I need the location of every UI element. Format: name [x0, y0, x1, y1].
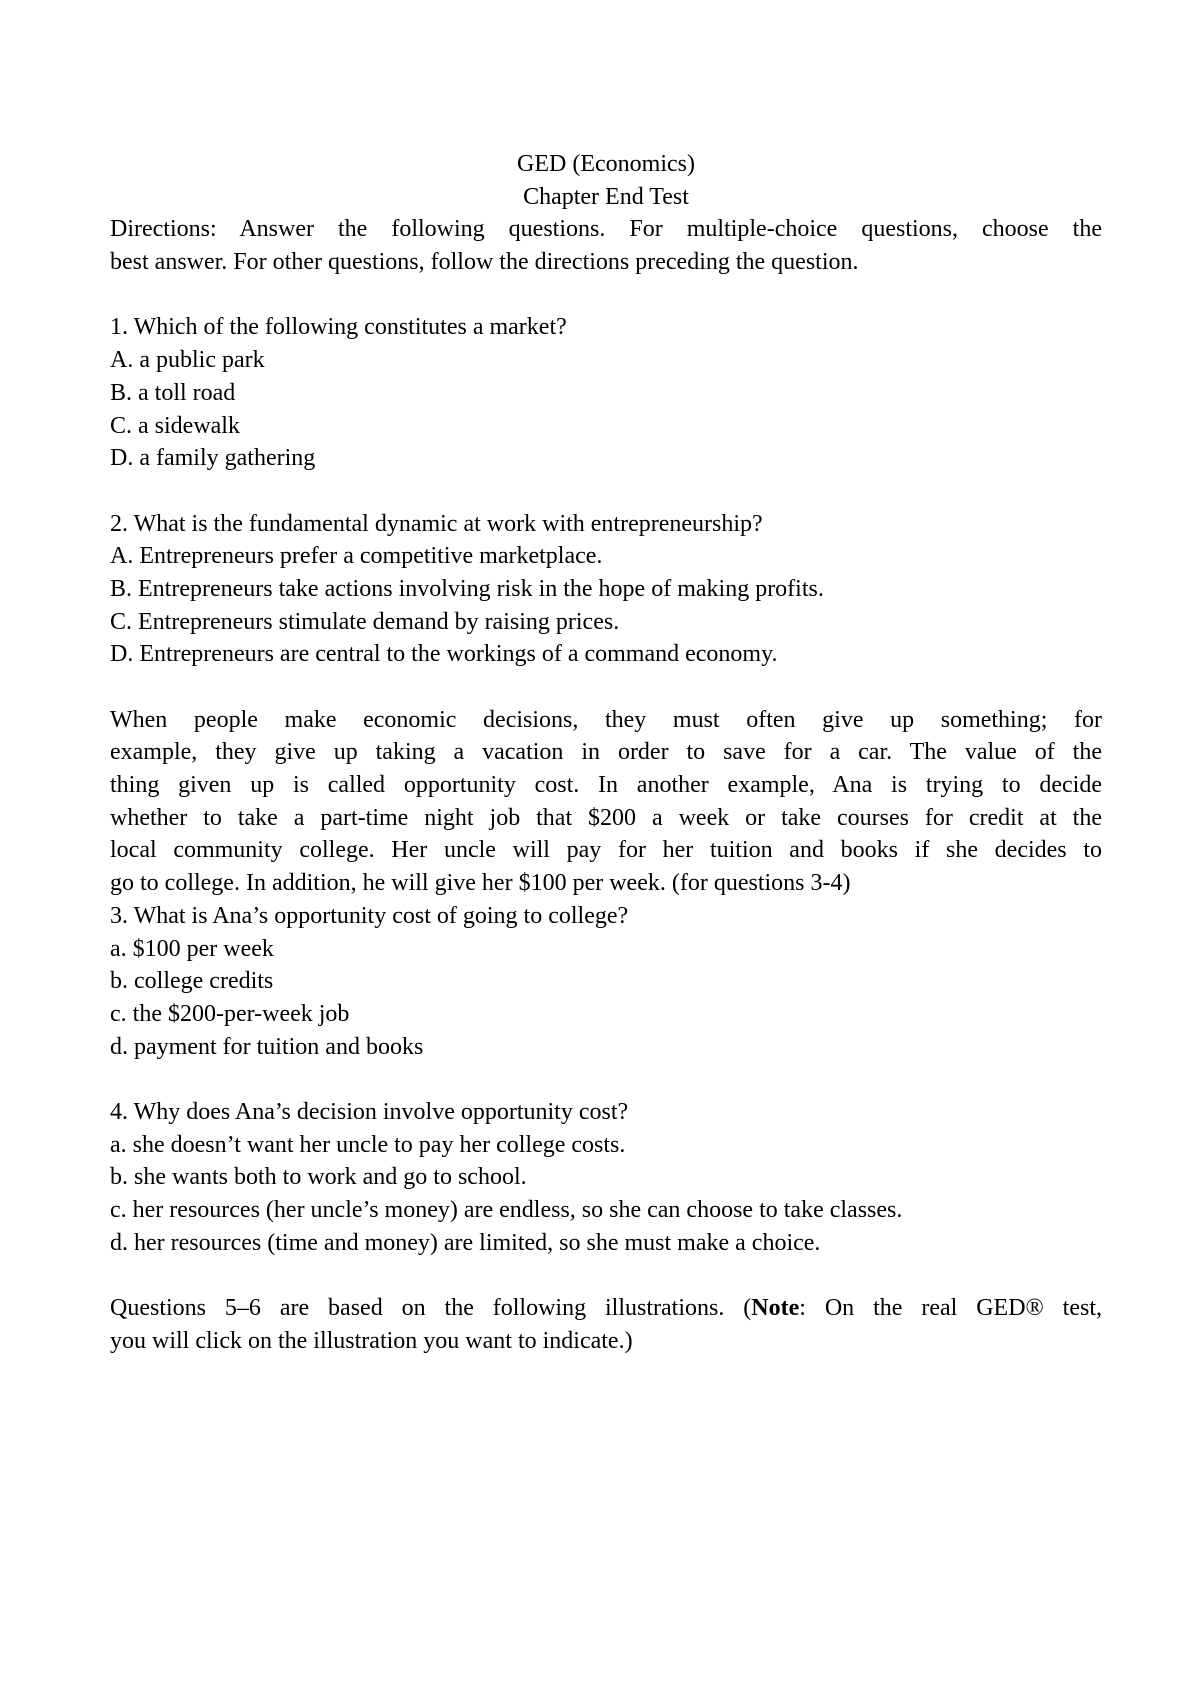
passage-line: go to college. In addition, he will give her $100 per week. (for questions 3-4) [110, 870, 851, 897]
spacer [110, 279, 1102, 312]
answer-option: C. a sidewalk [110, 412, 240, 439]
answer-option: B. a toll road [110, 379, 236, 406]
answer-option: D. a family gathering [110, 445, 316, 472]
passage-line: When people make economic decisions, they must often give up something; for [110, 706, 1102, 733]
spacer [110, 671, 1102, 704]
answer-option: d. her resources (time and money) are limited, so she must make a choice. [110, 1229, 821, 1256]
question-2 [110, 508, 1102, 671]
spacer [110, 1259, 1102, 1292]
answer-option: A. a public park [110, 347, 265, 374]
illustrations-note [110, 1292, 1102, 1357]
answer-option: b. college credits [110, 968, 274, 995]
question-text: 2. What is the fundamental dynamic at work with entrepreneurship? [110, 510, 763, 537]
passage [110, 704, 1102, 900]
answer-option: A. Entrepreneurs prefer a competitive marketplace. [110, 543, 603, 570]
note-label: Note [751, 1295, 800, 1322]
document-page [110, 148, 1102, 1357]
document-subtitle: Chapter End Test [523, 183, 689, 210]
note-text: Questions 5–6 are based on the following illustrations. ( [110, 1295, 752, 1322]
answer-option: C. Entrepreneurs stimulate demand by raising prices. [110, 608, 620, 635]
answer-option: a. $100 per week [110, 935, 274, 962]
answer-option: B. Entrepreneurs take actions involving risk in the hope of making profits. [110, 575, 824, 602]
question-3 [110, 900, 1102, 1063]
illustrations-note-line-1 [110, 1292, 1102, 1325]
question-4 [110, 1096, 1102, 1259]
answer-option: b. she wants both to work and go to school. [110, 1164, 527, 1191]
question-1 [110, 311, 1102, 474]
note-text: : On the real GED® test, [799, 1295, 1103, 1322]
directions-line-2: best answer. For other questions, follow the directions preceding the question. [110, 249, 859, 276]
answer-option: c. the $200-per-week job [110, 1000, 350, 1027]
question-text: 1. Which of the following constitutes a market? [110, 314, 567, 341]
directions-line-1: Directions: Answer the following questions. For multiple-choice questions, choose the [110, 216, 1102, 243]
answer-option: c. her resources (her uncle’s money) are endless, so she can choose to take classes. [110, 1197, 903, 1223]
passage-line: local community college. Her uncle will pay for her tuition and books if she decides to [110, 837, 1102, 864]
answer-option: D. Entrepreneurs are central to the workings of a command economy. [110, 641, 778, 668]
spacer [110, 1063, 1102, 1096]
question-text: 3. What is Ana’s opportunity cost of going to college? [110, 902, 629, 929]
illustrations-note-line-2: you will click on the illustration you want to indicate.) [110, 1327, 633, 1354]
document-title: GED (Economics) [517, 151, 695, 177]
answer-option: d. payment for tuition and books [110, 1033, 424, 1060]
passage-line: example, they give up taking a vacation in order to save for a car. The value of the [110, 739, 1102, 766]
answer-option: a. she doesn’t want her uncle to pay her college costs. [110, 1131, 626, 1158]
question-text: 4. Why does Ana’s decision involve opportunity cost? [110, 1098, 629, 1125]
passage-line: thing given up is called opportunity cost. In another example, Ana is trying to decide [110, 772, 1102, 799]
spacer [110, 475, 1102, 508]
passage-line: whether to take a part-time night job that $200 a week or take courses for credit at the [110, 804, 1102, 831]
